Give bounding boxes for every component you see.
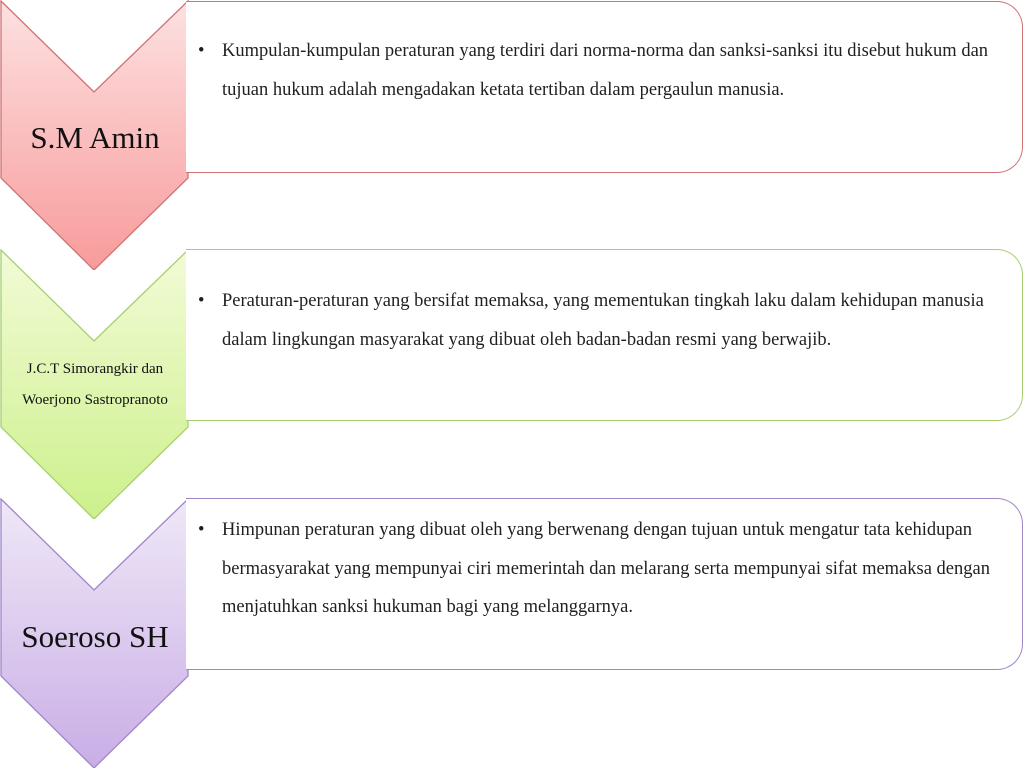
bullet-marker: • — [198, 41, 205, 61]
definition-text: Kumpulan-kumpulan peraturan yang terdiri dari norma-norma dan sanksi-sanksi itu disebut hukum dan tujuan hukum adalah mengadakan ketata tertiban dalam pergaulun manusia. — [222, 41, 989, 100]
bullet-marker: • — [198, 520, 205, 540]
definition-box — [186, 1, 1023, 173]
bullet-marker: • — [198, 291, 205, 311]
definition-box — [186, 498, 1023, 670]
definition-row-sm-amin — [0, 0, 1024, 270]
definition-list — [186, 32, 1022, 109]
definition-list-item — [186, 32, 1022, 109]
definition-list-item — [186, 282, 1022, 359]
definition-list — [186, 511, 1022, 627]
author-name-line: S.M Amin — [30, 120, 160, 155]
definition-text: Himpunan peraturan yang dibuat oleh yang berwenang dengan tujuan untuk mengatur tata kehidupan bermasyarakat yang mempunyai ciri memerintah dan melarang serta mempunyai sifat memaksa dengan menjatuhkan sanksi hukuman bagi yang melanggarnya. — [222, 520, 990, 617]
definition-list — [186, 282, 1022, 359]
definition-box — [186, 249, 1023, 421]
definition-row-soeroso — [0, 498, 1024, 768]
author-name — [0, 120, 190, 156]
author-name-line: J.C.T Simorangkir dan — [26, 361, 164, 377]
definition-row-simorangkir — [0, 249, 1024, 519]
definition-text: Peraturan-peraturan yang bersifat memaksa, yang mementukan tingkah laku dalam kehidupan manusia dalam lingkungan masyarakat yang dibuat oleh badan-badan resmi yang berwajib. — [222, 291, 984, 350]
author-name-line: Woerjono Sastropranoto — [22, 392, 168, 408]
author-name-line: Soeroso SH — [21, 619, 169, 654]
author-name — [0, 354, 190, 416]
author-name — [0, 619, 190, 655]
definition-list-item — [186, 511, 1022, 627]
